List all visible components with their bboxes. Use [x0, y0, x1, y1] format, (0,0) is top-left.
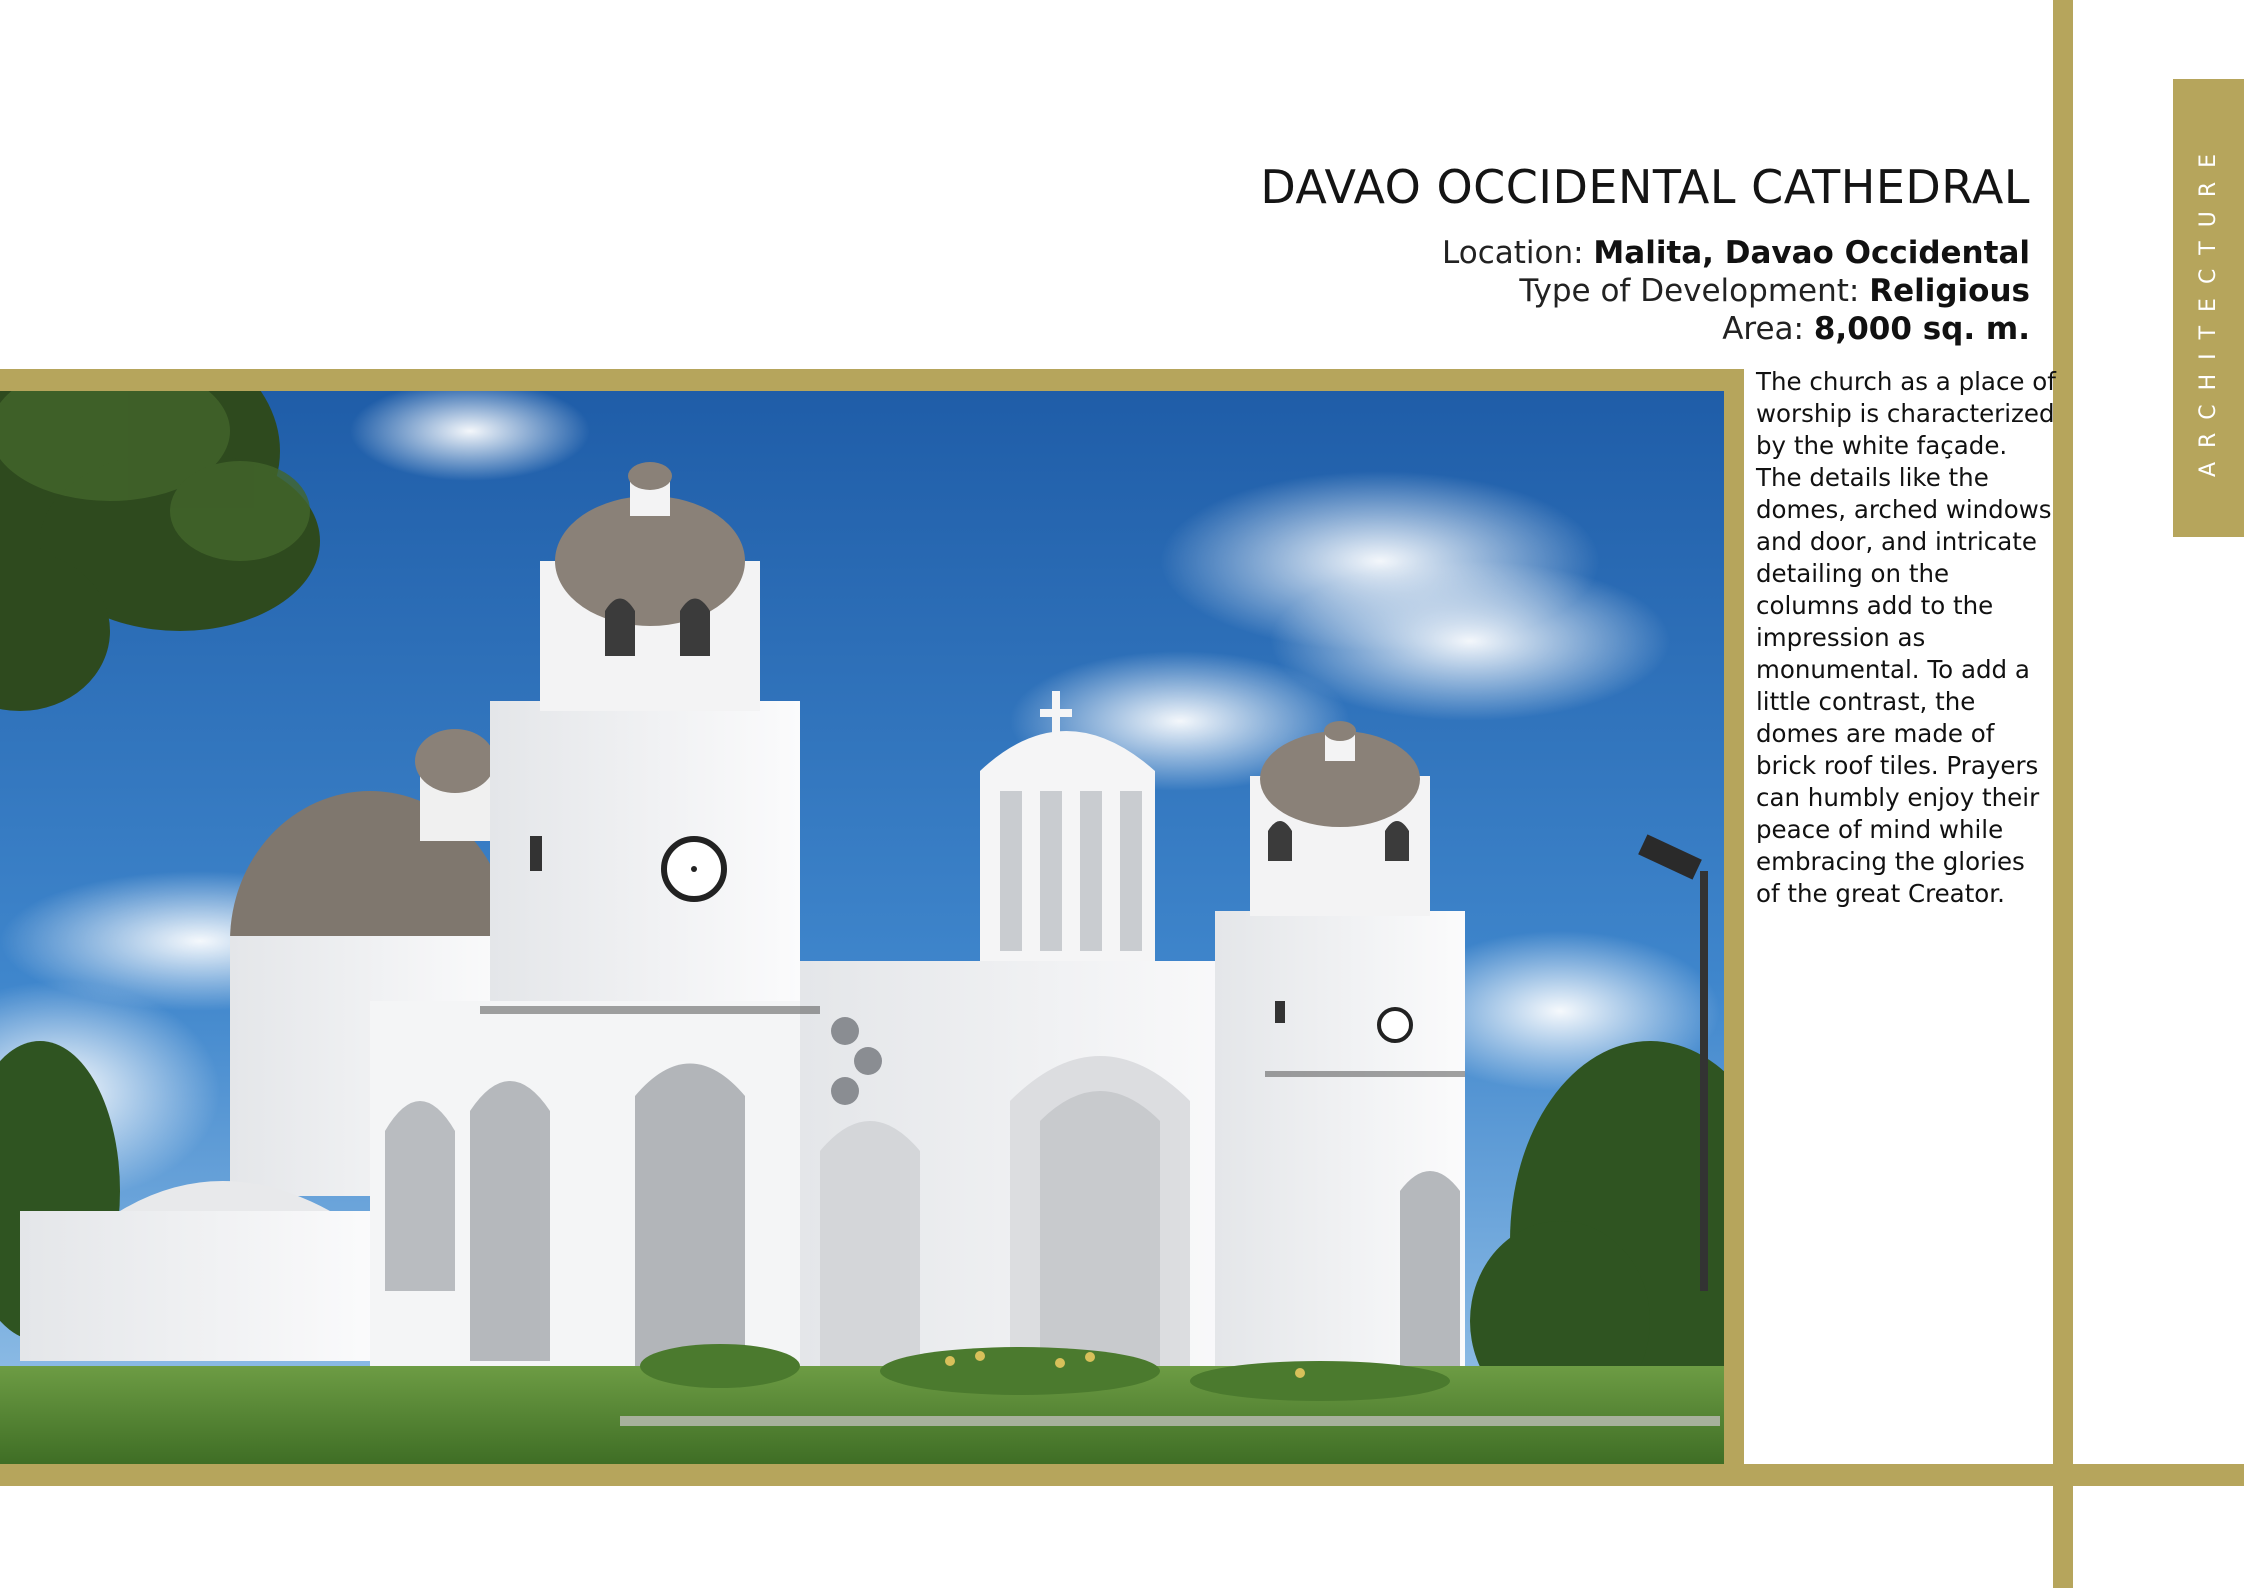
cathedral-photo: [0, 391, 1724, 1464]
project-description: The church as a place of worship is characterized by the white façade. The details like the domes, arched windows and door, and intricate detailing on the columns add to the impression as monumental. To add a little contrast, the domes are made of brick roof tiles. Prayers can humbly enjoy their peace of mind while embracing the glories of the great Creator.: [1756, 367, 2056, 908]
project-header: [1260, 160, 2030, 348]
area-line: [1260, 310, 2030, 348]
frame-bar-top: [0, 369, 1744, 391]
frame-bar-right: [1724, 369, 1744, 1464]
area-label: Area:: [1722, 311, 1804, 347]
location-line: [1260, 234, 2030, 272]
area-value: 8,000 sq. m.: [1813, 311, 2030, 347]
project-title: DAVAO OCCIDENTAL CATHEDRAL: [1260, 160, 2030, 214]
location-label: Location:: [1442, 235, 1584, 271]
development-type-line: [1260, 272, 2030, 310]
section-tab: [2173, 79, 2244, 537]
frame-bar-bottom: [0, 1464, 2244, 1486]
location-value: Malita, Davao Occidental: [1593, 235, 2030, 271]
development-type-label: Type of Development:: [1519, 273, 1860, 309]
development-type-value: Religious: [1869, 273, 2030, 309]
section-tab-label: ARCHITECTURE: [2196, 139, 2221, 477]
frame-bar-vertical: [2053, 0, 2073, 1588]
